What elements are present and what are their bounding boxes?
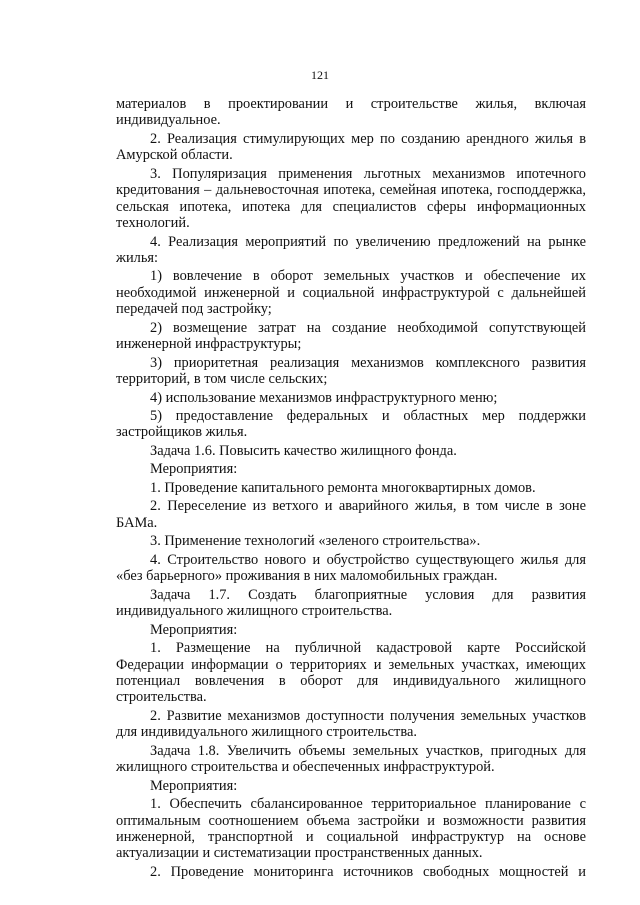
paragraph: 1. Обеспечить сбалансированное территориальное планирование с оптимальным соотношением объема застройки и возможности развития инженерной, транспортной и социальной инфраструктур на основе актуализации и систематизации пространственных данных. xyxy=(116,796,586,862)
paragraph: 3. Применение технологий «зеленого строительства». xyxy=(150,533,481,550)
measures-label: Мероприятия: xyxy=(150,621,238,638)
paragraph: 2. Развитие механизмов доступности получения земельных участков для индивидуального жилищного строительства. xyxy=(116,707,586,741)
task-heading: Задача 1.8. Увеличить объемы земельных участков, пригодных для жилищного строительства и обеспеченных инфраструктурой. xyxy=(116,742,586,776)
paragraph: материалов в проектировании и строительстве жилья, включая индивидуальное. xyxy=(116,96,586,129)
list-item: 2) возмещение затрат на создание необходимой сопутствующей инженерной инфраструктуры; xyxy=(116,319,586,353)
paragraph: 1. Размещение на публичной кадастровой карте Российской Федерации информации о территориях и земельных участках, имеющих потенциал вовлечения в оборот для индивидуального жилищного строительства. xyxy=(116,640,586,706)
page-number: 121 xyxy=(311,68,329,82)
paragraph: 2. Реализация стимулирующих мер по созданию арендного жилья в Амурской области. xyxy=(116,130,586,164)
paragraph: 2. Переселение из ветхого и аварийного жилья, в том числе в зоне БАМа. xyxy=(116,498,586,531)
task-heading: Задача 1.6. Повысить качество жилищного фонда. xyxy=(150,442,457,459)
list-item: 4) использование механизмов инфраструктурного меню; xyxy=(150,389,498,406)
paragraph: 3. Популяризация применения льготных механизмов ипотечного кредитования – дальневосточная ипотека, семейная ипотека, господдержка, сельская ипотека, ипотека для специалистов сферы информационных технологий. xyxy=(116,165,586,232)
list-item: 5) предоставление федеральных и областных мер поддержки застройщиков жилья. xyxy=(116,408,586,441)
measures-label: Мероприятия: xyxy=(150,777,238,794)
measures-label: Мероприятия: xyxy=(150,461,238,478)
paragraph: 4. Строительство нового и обустройство существующего жилья для «без барьерного» проживания в них маломобильных граждан. xyxy=(116,551,586,585)
task-heading: Задача 1.7. Создать благоприятные условия для развития индивидуального жилищного строительства. xyxy=(116,586,586,620)
paragraph: 1. Проведение капитального ремонта многоквартирных домов. xyxy=(150,479,536,496)
list-item: 1) вовлечение в оборот земельных участков и обеспечение их необходимой инженерной и социальной инфраструктурой с дальнейшей передачей под застройку; xyxy=(116,268,586,318)
paragraph: 4. Реализация мероприятий по увеличению предложений на рынке жилья: xyxy=(116,233,586,266)
list-item: 3) приоритетная реализация механизмов комплексного развития территорий, в том числе сельских; xyxy=(116,354,586,388)
document-body xyxy=(116,96,586,882)
paragraph: 2. Проведение мониторинга источников свободных мощностей и xyxy=(150,863,586,880)
